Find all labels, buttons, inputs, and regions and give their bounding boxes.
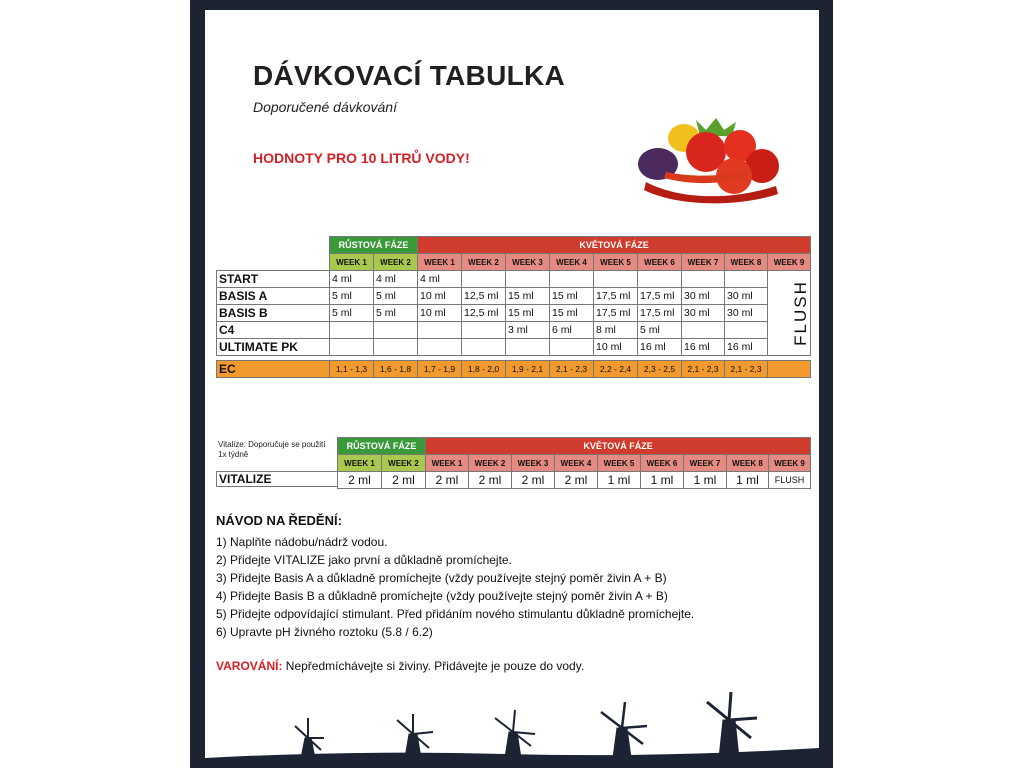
table-row bbox=[217, 305, 811, 322]
dose-cell: 1 ml bbox=[598, 472, 641, 489]
ec-cell: 2,2 - 2,4 bbox=[594, 361, 638, 378]
dose-cell: 15 ml bbox=[506, 305, 550, 322]
instructions-list bbox=[216, 533, 694, 641]
week-header-row bbox=[338, 455, 811, 472]
week-header: WEEK 7 bbox=[684, 455, 727, 472]
dose-cell: 2 ml bbox=[555, 472, 598, 489]
dose-cell: 30 ml bbox=[725, 288, 768, 305]
ec-cell: 2,1 - 2,3 bbox=[725, 361, 768, 378]
windmill-icon bbox=[601, 702, 647, 758]
dose-cell bbox=[594, 271, 638, 288]
week-header: WEEK 1 bbox=[426, 455, 469, 472]
ec-cell: 2,1 - 2,3 bbox=[682, 361, 725, 378]
table-row bbox=[217, 288, 811, 305]
dose-cell bbox=[682, 322, 725, 339]
dose-cell: 12,5 ml bbox=[462, 305, 506, 322]
list-item: 2) Přidejte VITALIZE jako první a důkladně promíchejte. bbox=[216, 553, 512, 567]
windmill-skyline bbox=[205, 688, 819, 768]
ec-cell bbox=[768, 361, 811, 378]
flush-cell: FLUSH bbox=[769, 472, 811, 489]
dose-cell: 5 ml bbox=[374, 305, 418, 322]
dose-cell: 16 ml bbox=[725, 339, 768, 356]
dose-cell: 1 ml bbox=[641, 472, 684, 489]
instructions-heading: NÁVOD NA ŘEDĚNÍ: bbox=[216, 513, 342, 528]
dose-cell bbox=[506, 339, 550, 356]
week-header: WEEK 5 bbox=[598, 455, 641, 472]
windmill-icon bbox=[295, 718, 324, 758]
ec-cell: 1,6 - 1,8 bbox=[374, 361, 418, 378]
dose-cell: 2 ml bbox=[469, 472, 512, 489]
growth-phase-header: RŮSTOVÁ FÁZE bbox=[338, 438, 426, 455]
dose-cell: 30 ml bbox=[725, 305, 768, 322]
table-row bbox=[217, 472, 338, 487]
dose-cell bbox=[418, 322, 462, 339]
dose-cell: 2 ml bbox=[382, 472, 426, 489]
volume-notice: HODNOTY PRO 10 LITRŮ VODY! bbox=[253, 150, 470, 166]
windmill-icon bbox=[707, 692, 757, 758]
dose-cell bbox=[462, 271, 506, 288]
week-header-row bbox=[217, 254, 811, 271]
row-label: C4 bbox=[217, 322, 330, 339]
dose-cell: 30 ml bbox=[682, 305, 725, 322]
dose-cell: 1 ml bbox=[727, 472, 769, 489]
row-label: EC bbox=[217, 361, 330, 378]
ec-row bbox=[217, 361, 811, 378]
dose-cell bbox=[725, 322, 768, 339]
ec-cell: 1,9 - 2,1 bbox=[506, 361, 550, 378]
week-header: WEEK 9 bbox=[769, 455, 811, 472]
dose-cell: 10 ml bbox=[418, 288, 462, 305]
week-header: WEEK 6 bbox=[638, 254, 682, 271]
list-item: 6) Upravte pH živného roztoku (5.8 / 6.2) bbox=[216, 625, 433, 639]
vitalize-note: Vitalize: Doporučuje se použití 1x týdně bbox=[218, 440, 326, 459]
week-header: WEEK 1 bbox=[418, 254, 462, 271]
week-header: WEEK 2 bbox=[462, 254, 506, 271]
dose-cell: 30 ml bbox=[682, 288, 725, 305]
table-row bbox=[217, 339, 811, 356]
dose-cell: 5 ml bbox=[638, 322, 682, 339]
dose-cell bbox=[330, 322, 374, 339]
week-header: WEEK 3 bbox=[506, 254, 550, 271]
week-header: WEEK 3 bbox=[512, 455, 555, 472]
list-item: 4) Přidejte Basis B a důkladně promíchejte (vždy používejte stejný poměr živin A + B) bbox=[216, 589, 668, 603]
dose-cell: 6 ml bbox=[550, 322, 594, 339]
dose-cell: 1 ml bbox=[684, 472, 727, 489]
dose-cell: 5 ml bbox=[374, 288, 418, 305]
row-label: VITALIZE bbox=[217, 472, 338, 487]
page-title: DÁVKOVACÍ TABULKA bbox=[253, 60, 566, 91]
ec-cell: 1,8 - 2,0 bbox=[462, 361, 506, 378]
dose-cell: 17,5 ml bbox=[594, 288, 638, 305]
dose-cell: 4 ml bbox=[374, 271, 418, 288]
dose-cell: 3 ml bbox=[506, 322, 550, 339]
dose-cell bbox=[462, 339, 506, 356]
list-item: 1) Naplňte nádobu/nádrž vodou. bbox=[216, 535, 388, 549]
dose-cell: 10 ml bbox=[418, 305, 462, 322]
week-header: WEEK 5 bbox=[594, 254, 638, 271]
ec-cell: 1,7 - 1,9 bbox=[418, 361, 462, 378]
flush-cell bbox=[768, 271, 811, 356]
list-item: 3) Přidejte Basis A a důkladně promíchejte (vždy používejte stejný poměr živin A + B) bbox=[216, 571, 667, 585]
dose-cell bbox=[725, 271, 768, 288]
dose-cell: 4 ml bbox=[330, 271, 374, 288]
row-label: BASIS A bbox=[217, 288, 330, 305]
dose-cell: 2 ml bbox=[338, 472, 382, 489]
dose-cell: 10 ml bbox=[594, 339, 638, 356]
vitalize-table bbox=[337, 437, 811, 489]
week-header: WEEK 2 bbox=[374, 254, 418, 271]
week-header: WEEK 4 bbox=[550, 254, 594, 271]
phase-header-row bbox=[338, 438, 811, 455]
week-header: WEEK 7 bbox=[682, 254, 725, 271]
warning-message: Nepředmíchávejte si živiny. Přidávejte je pouze do vody. bbox=[285, 659, 585, 673]
dose-cell: 5 ml bbox=[330, 288, 374, 305]
dose-cell bbox=[418, 339, 462, 356]
week-header: WEEK 8 bbox=[727, 455, 769, 472]
dose-cell: 5 ml bbox=[330, 305, 374, 322]
dosage-table bbox=[216, 236, 811, 378]
dose-cell: 16 ml bbox=[682, 339, 725, 356]
week-header: WEEK 6 bbox=[641, 455, 684, 472]
bloom-phase-header: KVĚTOVÁ FÁZE bbox=[426, 438, 811, 455]
windmill-icon bbox=[495, 710, 535, 758]
week-header: WEEK 1 bbox=[338, 455, 382, 472]
dose-cell: 8 ml bbox=[594, 322, 638, 339]
dose-cell bbox=[550, 271, 594, 288]
dose-cell: 2 ml bbox=[426, 472, 469, 489]
page-subtitle: Doporučené dávkování bbox=[253, 99, 397, 115]
ec-cell: 2,3 - 2,5 bbox=[638, 361, 682, 378]
week-header: WEEK 8 bbox=[725, 254, 768, 271]
ec-cell: 1,1 - 1,3 bbox=[330, 361, 374, 378]
ec-cell: 2,1 - 2,3 bbox=[550, 361, 594, 378]
dose-cell bbox=[374, 339, 418, 356]
dose-cell: 15 ml bbox=[550, 305, 594, 322]
dose-cell: 17,5 ml bbox=[638, 288, 682, 305]
list-item: 5) Přidejte odpovídající stimulant. Před přidáním nového stimulantu důkladně promíchejte. bbox=[216, 607, 695, 621]
warning-text bbox=[216, 659, 584, 673]
table-row bbox=[338, 472, 811, 489]
vegetables-image bbox=[636, 116, 788, 208]
row-label: START bbox=[217, 271, 330, 288]
dose-cell bbox=[330, 339, 374, 356]
vitalize-label-table bbox=[216, 471, 338, 487]
dose-cell: 15 ml bbox=[550, 288, 594, 305]
week-header: WEEK 4 bbox=[555, 455, 598, 472]
week-header: WEEK 2 bbox=[382, 455, 426, 472]
growth-phase-header: RŮSTOVÁ FÁZE bbox=[330, 237, 418, 254]
dose-cell bbox=[462, 322, 506, 339]
dose-cell bbox=[506, 271, 550, 288]
table-row bbox=[217, 271, 811, 288]
chili-shape bbox=[644, 182, 778, 203]
dose-cell bbox=[638, 271, 682, 288]
warning-label: VAROVÁNÍ: bbox=[216, 659, 283, 673]
dose-cell bbox=[374, 322, 418, 339]
week-header: WEEK 1 bbox=[330, 254, 374, 271]
dose-cell: 17,5 ml bbox=[638, 305, 682, 322]
dose-cell: 15 ml bbox=[506, 288, 550, 305]
table-row bbox=[217, 322, 811, 339]
dose-cell: 4 ml bbox=[418, 271, 462, 288]
dose-cell: 12,5 ml bbox=[462, 288, 506, 305]
dose-cell: 16 ml bbox=[638, 339, 682, 356]
row-label: ULTIMATE PK bbox=[217, 339, 330, 356]
dose-cell: 2 ml bbox=[512, 472, 555, 489]
phase-header-row bbox=[217, 237, 811, 254]
dose-cell bbox=[550, 339, 594, 356]
week-header: WEEK 2 bbox=[469, 455, 512, 472]
dose-cell bbox=[682, 271, 725, 288]
windmill-icon bbox=[397, 714, 433, 758]
bloom-phase-header: KVĚTOVÁ FÁZE bbox=[418, 237, 811, 254]
flush-label: FLUSH bbox=[790, 280, 810, 346]
row-label: BASIS B bbox=[217, 305, 330, 322]
week-header: WEEK 9 bbox=[768, 254, 811, 271]
dose-cell: 17,5 ml bbox=[594, 305, 638, 322]
